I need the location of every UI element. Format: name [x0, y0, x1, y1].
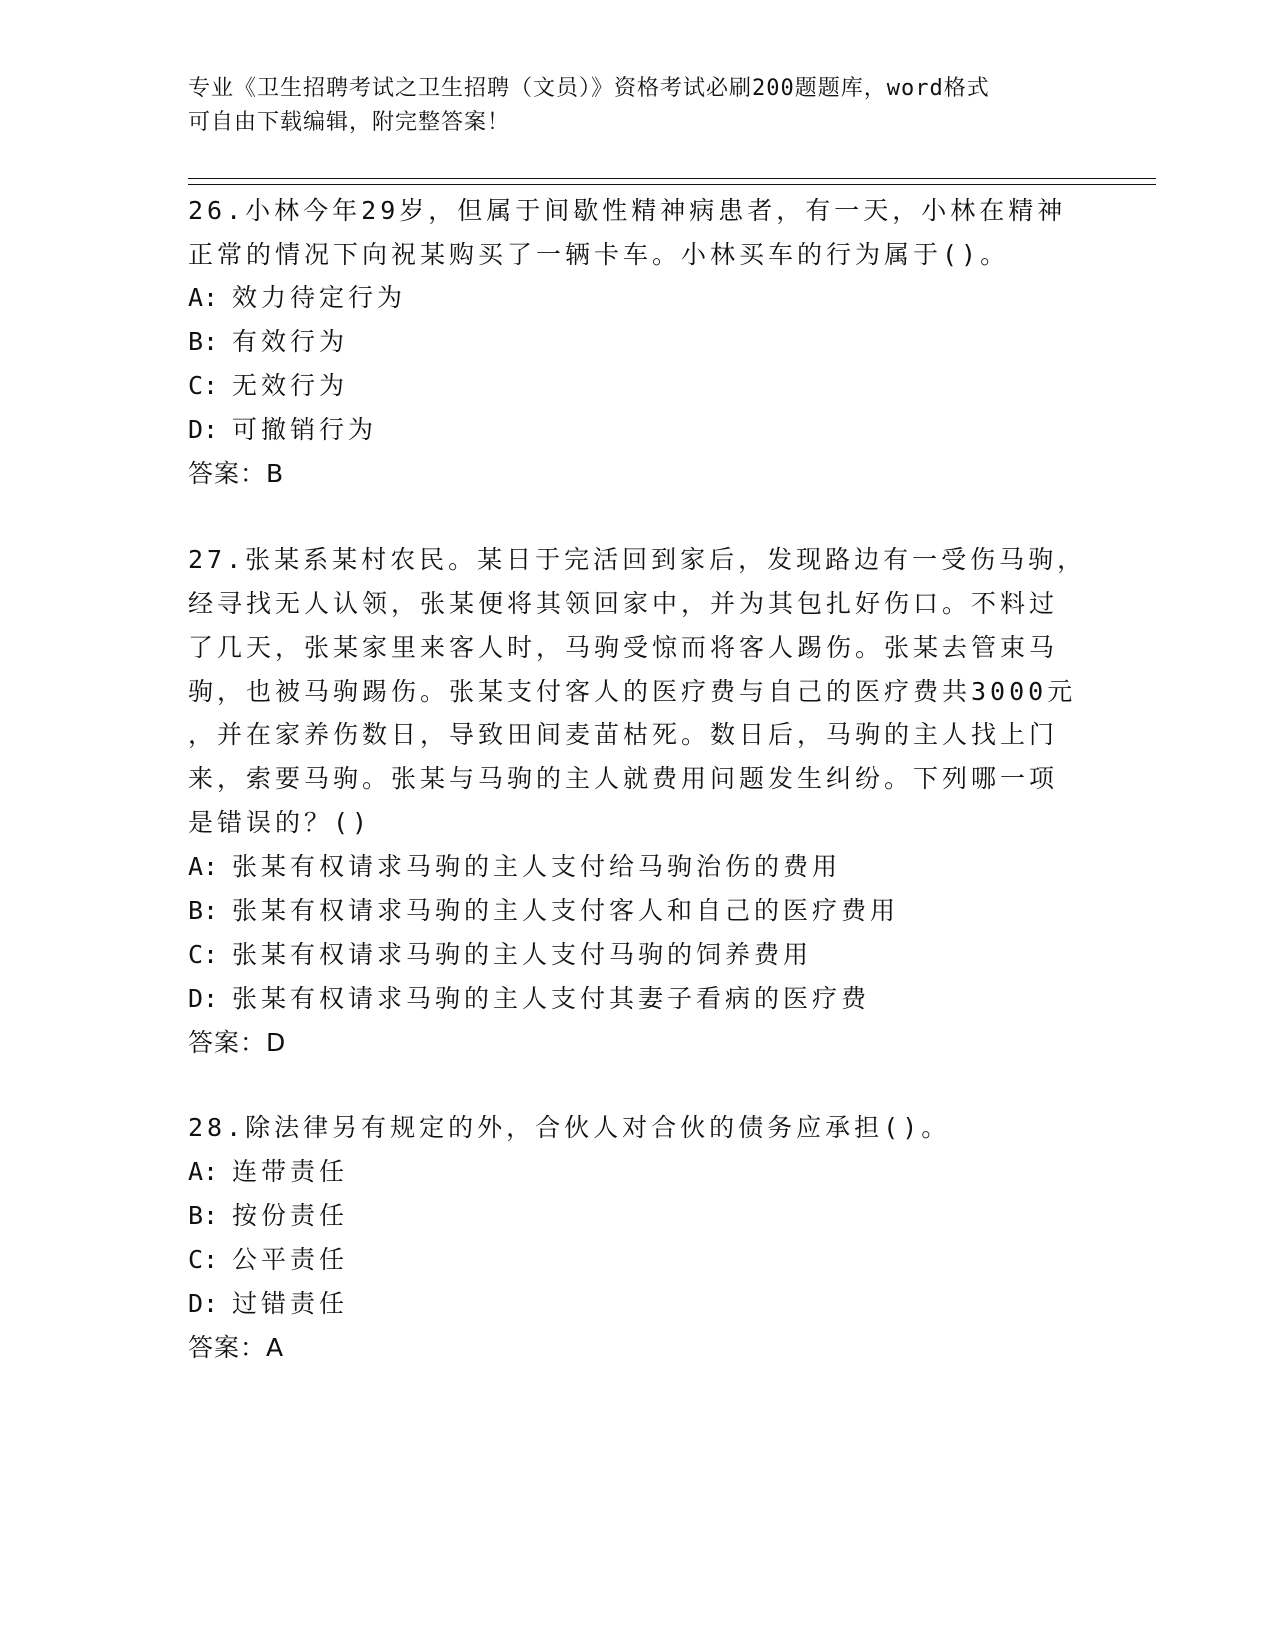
option-label: A: — [188, 1157, 219, 1186]
option-label: D: — [188, 1289, 219, 1318]
option-text: 过错责任 — [232, 1289, 349, 1318]
question-27-stem-line: 了几天，张某家里来客人时，马驹受惊而将客人踢伤。张某去管束马 — [188, 633, 1059, 662]
question-27-stem-line: 经寻找无人认领，张某便将其领回家中，并为其包扎好伤口。不料过 — [188, 589, 1059, 618]
question-26-option-c — [188, 371, 348, 401]
question-27-answer: 答案：D — [188, 1028, 287, 1057]
question-27-option-c — [188, 940, 812, 970]
option-text: 张某有权请求马驹的主人支付马驹的饲养费用 — [232, 940, 813, 969]
option-text: 按份责任 — [232, 1201, 349, 1230]
option-text: 公平责任 — [232, 1245, 349, 1274]
option-label: B: — [188, 1201, 219, 1230]
option-label: B: — [188, 327, 219, 356]
option-text: 效力待定行为 — [232, 283, 407, 312]
question-26-option-a — [188, 283, 406, 313]
header-line-1: 专业《卫生招聘考试之卫生招聘（文员）》资格考试必刷200题题库，word格式 — [188, 76, 990, 101]
option-label: A: — [188, 852, 219, 881]
question-27-stem-line: 27.张某系某村农民。某日于完活回到家后，发现路边有一受伤马驹， — [188, 545, 1087, 574]
question-27-stem-line: 是错误的？() — [188, 808, 372, 837]
option-label: C: — [188, 1245, 219, 1274]
question-27-stem-line: 驹，也被马驹踢伤。张某支付客人的医疗费与自己的医疗费共3000元 — [188, 677, 1077, 706]
option-label: D: — [188, 984, 219, 1013]
question-28-option-a — [188, 1157, 348, 1187]
question-27-option-a — [188, 852, 841, 882]
question-26-answer: 答案：B — [188, 459, 285, 488]
header-line-2: 可自由下载编辑，附完整答案！ — [188, 110, 511, 135]
question-28-answer: 答案：A — [188, 1333, 285, 1362]
question-27-option-d — [188, 984, 870, 1014]
header-divider-top — [188, 178, 1156, 179]
question-28-option-d — [188, 1289, 348, 1319]
option-label: B: — [188, 896, 219, 925]
question-28-option-b — [188, 1201, 348, 1231]
option-text: 连带责任 — [232, 1157, 349, 1186]
question-27-stem-line: ，并在家养伤数日，导致田间麦苗枯死。数日后，马驹的主人找上门 — [188, 720, 1059, 749]
header-divider-bottom — [188, 184, 1156, 185]
option-text: 张某有权请求马驹的主人支付客人和自己的医疗费用 — [232, 896, 900, 925]
option-label: D: — [188, 415, 219, 444]
question-26-stem-line: 正常的情况下向祝某购买了一辆卡车。小林买车的行为属于()。 — [188, 240, 1010, 269]
option-text: 无效行为 — [232, 371, 349, 400]
option-text: 张某有权请求马驹的主人支付给马驹治伤的费用 — [232, 852, 842, 881]
question-26-stem-line: 26.小林今年29岁，但属于间歇性精神病患者，有一天，小林在精神 — [188, 196, 1067, 225]
question-28-option-c — [188, 1245, 348, 1275]
option-label: C: — [188, 940, 219, 969]
document-header — [188, 72, 1068, 140]
question-26-option-b — [188, 327, 348, 357]
option-text: 可撤销行为 — [232, 415, 378, 444]
option-text: 有效行为 — [232, 327, 349, 356]
option-label: A: — [188, 283, 219, 312]
question-27-stem-line: 来，索要马驹。张某与马驹的主人就费用问题发生纠纷。下列哪一项 — [188, 764, 1059, 793]
option-text: 张某有权请求马驹的主人支付其妻子看病的医疗费 — [232, 984, 871, 1013]
question-27-option-b — [188, 896, 899, 926]
question-26-option-d — [188, 415, 377, 445]
option-label: C: — [188, 371, 219, 400]
question-28-stem-line: 28.除法律另有规定的外，合伙人对合伙的债务应承担()。 — [188, 1113, 951, 1142]
